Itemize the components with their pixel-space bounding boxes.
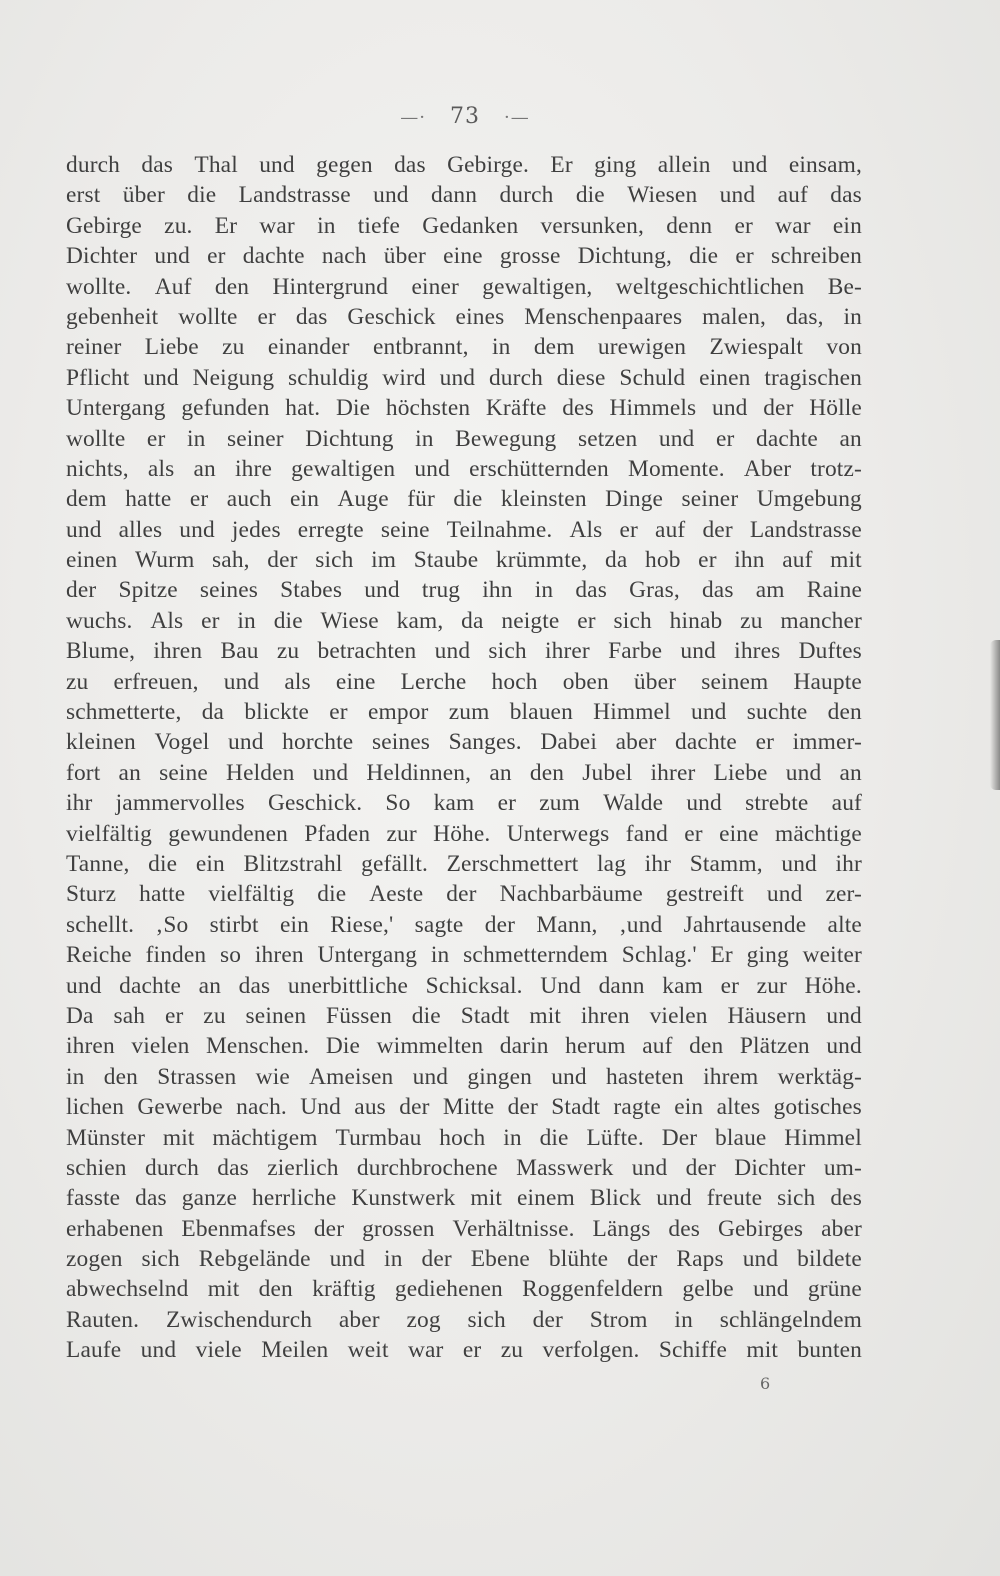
text-line: Sturz hatte vielfältig die Aeste der Nachbarbäume gestreift und zer-: [66, 881, 862, 908]
text-line: und alles und jedes erregte seine Teilnahme. Als er auf der Landstrasse: [66, 516, 862, 543]
text-line: fort an seine Helden und Heldinnen, an den Jubel ihrer Liebe und an: [66, 759, 862, 786]
text-line: einen Wurm sah, der sich im Staube krümmte, da hob er ihn auf mit: [66, 547, 862, 574]
text-line: abwechselnd mit den kräftig gediehenen Roggenfeldern gelbe und grüne: [66, 1276, 862, 1303]
text-line: ihren vielen Menschen. Die wimmelten darin herum auf den Plätzen und: [66, 1033, 862, 1060]
text-line: schmetterte, da blickte er empor zum blauen Himmel und suchte den: [66, 699, 862, 726]
text-line: durch das Thal und gegen das Gebirge. Er ging allein und einsam,: [66, 152, 862, 178]
body-text: [66, 150, 862, 1366]
left-ornament: —·: [400, 107, 427, 128]
page-number: 73: [450, 104, 480, 129]
text-line: Untergang gefunden hat. Die höchsten Kräfte des Himmels und der Hölle: [66, 395, 862, 422]
text-line: schellt. ‚So stirbt ein Riese,' sagte der Mann, ‚und Jahrtausende alte: [66, 911, 862, 938]
text-line: erst über die Landstrasse und dann durch die Wiesen und auf das: [66, 182, 862, 209]
text-line: Laufe und viele Meilen weit war er zu verfolgen. Schiffe mit bunten: [66, 1337, 862, 1364]
text-line: Blume, ihren Bau zu betrachten und sich ihrer Farbe und ihres Duftes: [66, 638, 862, 665]
text-line: der Spitze seines Stabes und trug ihn in das Gras, das am Raine: [66, 577, 862, 604]
text-line: zu erfreuen, und als eine Lerche hoch oben über seinem Haupte: [66, 668, 862, 695]
text-line: Reiche finden so ihren Untergang in schmetterndem Schlag.' Er ging weiter: [66, 942, 862, 969]
text-line: zogen sich Rebgelände und in der Ebene blühte der Raps und bildete: [66, 1246, 862, 1273]
text-line: erhabenen Ebenmafses der grossen Verhältnisse. Längs des Gebirges aber: [66, 1215, 862, 1242]
text-line: nichts, als an ihre gewaltigen und erschütternden Momente. Aber trotz-: [66, 455, 862, 482]
text-line: wollte. Auf den Hintergrund einer gewaltigen, weltgeschichtlichen Be-: [66, 273, 862, 300]
text-line: Rauten. Zwischendurch aber zog sich der Strom in schlängelndem: [66, 1306, 862, 1333]
text-line: vielfältig gewundenen Pfaden zur Höhe. Unterwegs fand er eine mächtige: [66, 820, 862, 847]
text-line: in den Strassen wie Ameisen und gingen und hasteten ihrem werktäg-: [66, 1063, 862, 1090]
text-line: wollte er in seiner Dichtung in Bewegung setzen und er dachte an: [66, 425, 862, 452]
text-line: reiner Liebe zu einander entbrannt, in dem urewigen Zwiespalt von: [66, 334, 862, 361]
text-line: schien durch das zierlich durchbrochene Masswerk und der Dichter um-: [66, 1154, 862, 1181]
signature-mark: 6: [760, 1374, 771, 1393]
text-line: Gebirge zu. Er war in tiefe Gedanken versunken, denn er war ein: [66, 212, 862, 239]
text-line: wuchs. Als er in die Wiese kam, da neigte er sich hinab zu mancher: [66, 607, 862, 634]
text-line: lichen Gewerbe nach. Und aus der Mitte der Stadt ragte ein altes gotisches: [66, 1094, 862, 1121]
text-line: Da sah er zu seinen Füssen die Stadt mit ihren vielen Häusern und: [66, 1002, 862, 1029]
text-line: Tanne, die ein Blitzstrahl gefällt. Zerschmettert lag ihr Stamm, und ihr: [66, 850, 862, 877]
text-line: dem hatte er auch ein Auge für die kleinsten Dinge seiner Umgebung: [66, 486, 862, 513]
text-line: kleinen Vogel und horchte seines Sanges. Dabei aber dachte er immer-: [66, 729, 862, 756]
page-header: [0, 104, 930, 129]
page-edge-shadow: [990, 640, 1000, 790]
text-line: Dichter und er dachte nach über eine grosse Dichtung, die er schreiben: [66, 243, 862, 270]
text-line: ihr jammervolles Geschick. So kam er zum Walde und strebte auf: [66, 790, 862, 817]
text-line: fasste das ganze herrliche Kunstwerk mit einem Blick und freute sich des: [66, 1185, 862, 1212]
text-line: gebenheit wollte er das Geschick eines Menschenpaares malen, das, in: [66, 303, 862, 330]
text-line: Pflicht und Neigung schuldig wird und durch diese Schuld einen tragischen: [66, 364, 862, 391]
right-ornament: ·—: [503, 107, 530, 128]
text-line: Münster mit mächtigem Turmbau hoch in die Lüfte. Der blaue Himmel: [66, 1124, 862, 1151]
text-line: und dachte an das unerbittliche Schicksal. Und dann kam er zur Höhe.: [66, 972, 862, 999]
